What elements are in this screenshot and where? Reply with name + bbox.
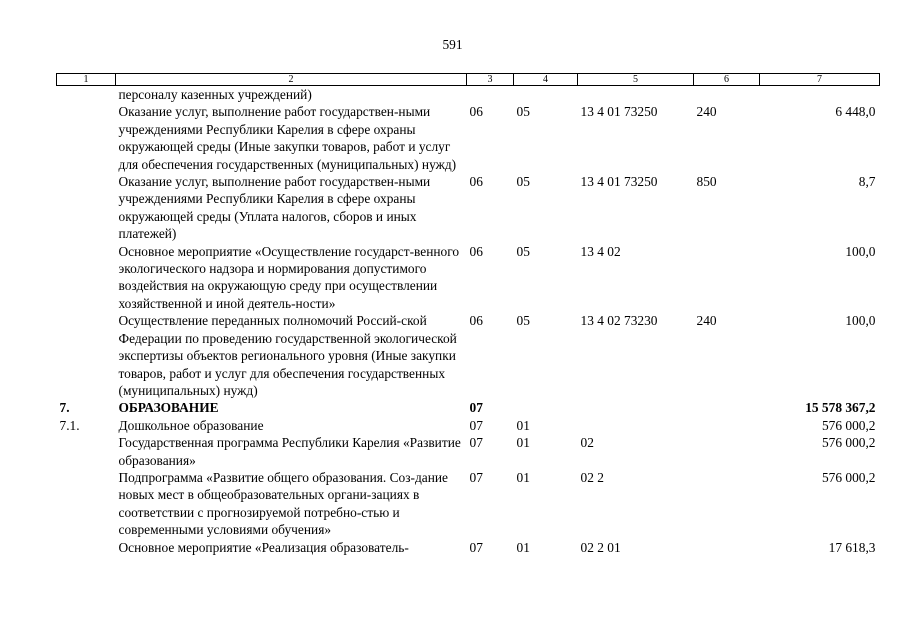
row-expense-type: 240: [696, 104, 717, 120]
table-row: [57, 399, 880, 416]
row-target-article: 02 2 01: [580, 539, 621, 555]
row-number: [57, 312, 116, 399]
column-number: 6: [694, 74, 760, 86]
row-section: 06: [469, 174, 483, 190]
row-target-article: [578, 86, 694, 104]
table-row: [57, 417, 880, 434]
row-subsection: 05: [516, 104, 530, 120]
table-row: [57, 173, 880, 243]
table-row: [57, 103, 880, 173]
row-target-article: 13 4 01 73250: [580, 104, 658, 120]
row-subsection: 05: [516, 174, 530, 190]
row-name: персоналу казенных учреждений): [118, 87, 312, 102]
column-number: 3: [467, 74, 514, 86]
row-amount: 100,0: [845, 243, 876, 259]
row-amount: 576 000,2: [821, 435, 876, 451]
row-subsection: [514, 399, 578, 416]
row-section: [467, 86, 514, 104]
column-number-row: [57, 74, 880, 86]
row-name: Основное мероприятие «Реализация образователь-: [118, 539, 409, 555]
row-target-article: 13 4 02 73230: [580, 313, 658, 329]
row-name: ОБРАЗОВАНИЕ: [118, 400, 219, 416]
row-name: Дошкольное образование: [118, 417, 264, 433]
row-amount: 100,0: [845, 313, 876, 329]
row-section: 06: [469, 243, 483, 259]
column-number: 4: [514, 74, 578, 86]
row-target-article: 13 4 02: [580, 243, 621, 259]
row-amount: 576 000,2: [821, 417, 876, 433]
column-number: 5: [578, 74, 694, 86]
column-number: 2: [116, 74, 467, 86]
row-name: Оказание услуг, выполнение работ государствен-ными учреждениями Республики Карелия в сфере охраны окружающей среды (Иные закупки товаров, работ и услуг для обеспечения государственных (муниципальных) нужд): [118, 104, 457, 172]
row-number: [57, 243, 116, 313]
row-expense-type: [694, 86, 760, 104]
row-expense-type: [694, 469, 760, 539]
row-expense-type: [694, 399, 760, 416]
row-name: Подпрограмма «Развитие общего образования. Соз-дание новых мест в общеобразовательных органи-зациях в соответствии с прогнозируемой потребно-стью и современными условиями обучения»: [118, 469, 449, 538]
row-name: Оказание услуг, выполнение работ государствен-ными учреждениями Республики Карелия в сфере охраны окружающей среды (Уплата налогов, сборов и иных платежей): [118, 174, 431, 242]
row-amount: 6 448,0: [835, 104, 876, 120]
budget-table: [56, 73, 880, 556]
row-number: 7.: [59, 400, 70, 416]
row-expense-type: [694, 434, 760, 469]
row-section: 06: [469, 104, 483, 120]
row-subsection: 05: [516, 243, 530, 259]
table-row: [57, 243, 880, 313]
row-section: 07: [469, 539, 483, 555]
row-amount: 17 618,3: [828, 539, 876, 555]
row-amount: [760, 86, 880, 104]
row-number: [57, 539, 116, 556]
table-row: [57, 312, 880, 399]
table-row: [57, 434, 880, 469]
table-row: [57, 86, 880, 104]
row-name: Государственная программа Республики Карелия «Развитие образования»: [118, 435, 461, 468]
row-subsection: 01: [516, 469, 530, 485]
table-row: [57, 469, 880, 539]
row-subsection: 01: [516, 417, 530, 433]
row-section: 06: [469, 313, 483, 329]
row-subsection: 05: [516, 313, 530, 329]
row-number: [57, 173, 116, 243]
row-number: [57, 434, 116, 469]
row-section: 07: [469, 400, 483, 416]
row-section: 07: [469, 435, 483, 451]
row-subsection: [514, 86, 578, 104]
row-expense-type: 850: [696, 174, 717, 190]
column-number: 7: [760, 74, 880, 86]
row-target-article: 13 4 01 73250: [580, 174, 658, 190]
row-expense-type: [694, 539, 760, 556]
table-row: [57, 539, 880, 556]
row-section: 07: [469, 417, 483, 433]
row-amount: 15 578 367,2: [805, 400, 876, 416]
row-number: 7.1.: [59, 417, 80, 433]
row-target-article: 02: [580, 435, 594, 451]
row-name: Основное мероприятие «Осуществление государст-венного экологического надзора и нормирования допустимого воздействия на окружающую среду при осуществлении хозяйственной и иной деятель-ности»: [118, 243, 460, 311]
row-expense-type: [694, 243, 760, 313]
row-subsection: 01: [516, 539, 530, 555]
row-target-article: [578, 399, 694, 416]
row-target-article: [578, 417, 694, 434]
row-target-article: 02 2: [580, 469, 604, 485]
column-number: 1: [57, 74, 116, 86]
row-number: [57, 469, 116, 539]
row-expense-type: [694, 417, 760, 434]
row-subsection: 01: [516, 435, 530, 451]
page-number: 591: [442, 37, 463, 52]
row-expense-type: 240: [696, 313, 717, 329]
row-number: [57, 103, 116, 173]
row-name: Осуществление переданных полномочий Россий-ской Федерации по проведению государственной экологической экспертизы объектов регионального уровня (Иные закупки товаров, работ и услуг для обеспечения государственных (муниципальных) нужд): [118, 313, 457, 398]
row-amount: 576 000,2: [821, 469, 876, 485]
row-amount: 8,7: [858, 174, 876, 190]
row-number: [57, 86, 116, 104]
row-section: 07: [469, 469, 483, 485]
